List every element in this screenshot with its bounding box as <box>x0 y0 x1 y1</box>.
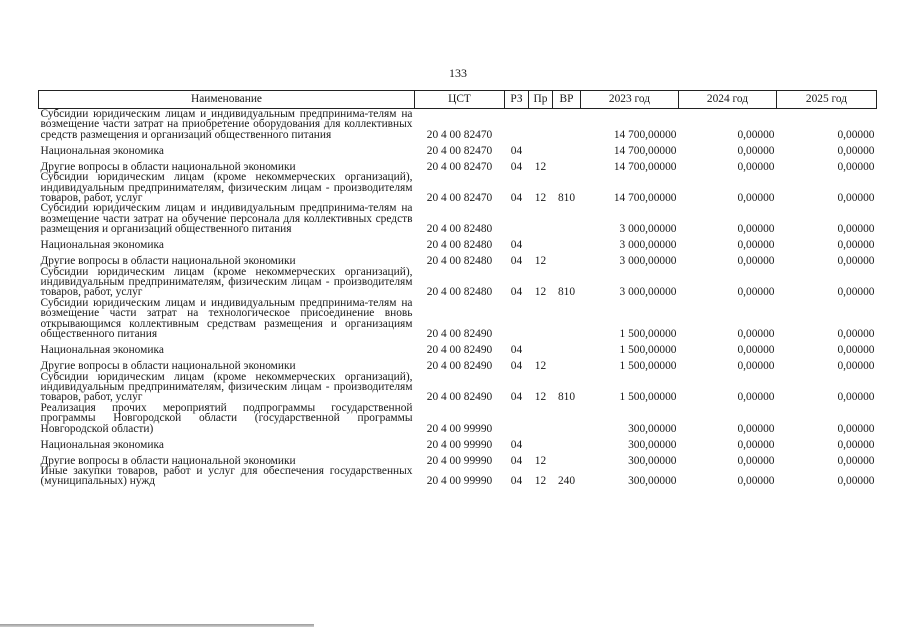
table-row <box>39 140 877 156</box>
cell-y2023: 1 500,00000 <box>619 328 677 341</box>
cell-y2023: 3 000,00000 <box>619 223 677 236</box>
cell-y2023: 14 700,00000 <box>613 160 677 173</box>
cell-y2025: 0,00000 <box>837 454 875 467</box>
header-2024: 2024 год <box>679 91 777 109</box>
header-pr: Пр <box>529 91 553 109</box>
cell-rz: 04 <box>510 144 523 157</box>
cell-y2023: 300,00000 <box>628 454 677 467</box>
cell-y2024: 0,00000 <box>737 255 775 268</box>
cell-rz: 04 <box>510 286 523 299</box>
page-number: 133 <box>449 66 467 80</box>
cell-y2025: 0,00000 <box>837 360 875 373</box>
cell-vr: 810 <box>557 391 576 404</box>
cell-y2025: 0,00000 <box>837 328 875 341</box>
cell-y2024: 0,00000 <box>737 328 775 341</box>
cell-name: Национальная экономика <box>40 438 164 451</box>
header-2023: 2023 год <box>581 91 679 109</box>
cell-vr <box>553 340 581 356</box>
cell-cst: 20 4 00 99990 <box>426 454 493 467</box>
cell-y2025: 0,00000 <box>837 438 875 451</box>
cell-cst: 20 4 00 99990 <box>426 422 493 435</box>
cell-name: Субсидии юридическим лицам и индивидуальным предпринима-телям на возмещение части затрат на приобретение оборудования для коллективных средств размещения и организаций общественного питания <box>40 108 413 141</box>
cell-y2023: 14 700,00000 <box>613 128 677 141</box>
scan-edge-rule <box>0 624 314 627</box>
cell-rz: 04 <box>510 255 523 268</box>
table-row <box>39 450 877 466</box>
cell-pr <box>529 203 553 234</box>
cell-cst: 20 4 00 82470 <box>426 128 493 141</box>
table-row <box>39 109 877 141</box>
cell-y2024: 0,00000 <box>737 454 775 467</box>
cell-rz: 04 <box>510 192 523 205</box>
cell-name: Национальная экономика <box>40 344 164 357</box>
cell-vr <box>553 109 581 141</box>
cell-y2023: 300,00000 <box>628 438 677 451</box>
cell-vr <box>553 251 581 267</box>
cell-rz: 04 <box>510 475 523 488</box>
cell-pr <box>529 340 553 356</box>
table-row <box>39 235 877 251</box>
cell-y2024: 0,00000 <box>737 422 775 435</box>
cell-pr <box>529 434 553 450</box>
header-vr: ВР <box>553 91 581 109</box>
cell-name: Субсидии юридическим лицам (кроме некоммерческих организаций), индивидуальным предпринимателям, физическим лицам - производителям товаров, работ, услуг <box>40 370 413 404</box>
cell-vr <box>553 356 581 372</box>
table-row <box>39 251 877 267</box>
cell-vr <box>553 450 581 466</box>
cell-vr <box>553 203 581 234</box>
cell-pr: 12 <box>534 475 547 488</box>
cell-rz: 04 <box>510 360 523 373</box>
table-row <box>39 434 877 450</box>
cell-y2024: 0,00000 <box>737 223 775 236</box>
cell-rz <box>505 298 529 340</box>
cell-cst: 20 4 00 99990 <box>426 475 493 488</box>
cell-pr: 12 <box>534 255 547 268</box>
table-row <box>39 466 877 487</box>
cell-pr: 12 <box>534 360 547 373</box>
cell-y2025: 0,00000 <box>837 344 875 357</box>
table-row <box>39 356 877 372</box>
cell-pr: 12 <box>534 160 547 173</box>
header-name: Наименование <box>39 91 415 109</box>
cell-name: Субсидии юридическим лицам и индивидуальным предпринима-телям на возмещение части затрат на обучение персонала для коллективных средств размещения и организаций общественного питания <box>40 202 413 236</box>
cell-name: Иные закупки товаров, работ и услуг для обеспечения государственных (муниципальных) нужд <box>40 464 413 488</box>
cell-vr <box>553 434 581 450</box>
cell-y2025: 0,00000 <box>837 239 875 252</box>
cell-pr <box>529 298 553 340</box>
table-row <box>39 267 877 298</box>
cell-y2024: 0,00000 <box>737 239 775 252</box>
cell-y2023: 3 000,00000 <box>619 286 677 299</box>
cell-pr: 12 <box>534 286 547 299</box>
table-row <box>39 340 877 356</box>
cell-pr <box>529 140 553 156</box>
cell-name: Субсидии юридическим лицам (кроме некоммерческих организаций), индивидуальным предпринимателям, физическим лицам - производителям товаров, работ, услуг <box>40 171 413 205</box>
cell-y2024: 0,00000 <box>737 475 775 488</box>
cell-pr: 12 <box>534 454 547 467</box>
header-cst: ЦСТ <box>415 91 505 109</box>
table-row <box>39 156 877 172</box>
cell-rz <box>505 109 529 141</box>
cell-vr <box>553 156 581 172</box>
cell-cst: 20 4 00 82490 <box>426 360 493 373</box>
cell-y2023: 14 700,00000 <box>613 192 677 205</box>
cell-cst: 20 4 00 82480 <box>426 239 493 252</box>
cell-name: Другие вопросы в области национальной экономики <box>40 160 296 173</box>
cell-vr: 810 <box>557 192 576 205</box>
cell-y2023: 300,00000 <box>628 422 677 435</box>
cell-y2025: 0,00000 <box>837 160 875 173</box>
cell-rz: 04 <box>510 438 523 451</box>
table-row <box>39 172 877 203</box>
cell-y2025: 0,00000 <box>837 475 875 488</box>
header-rz: РЗ <box>505 91 529 109</box>
cell-name: Субсидии юридическим лицам (кроме некоммерческих организаций), индивидуальным предпринимателям, физическим лицам - производителям товаров, работ, услуг <box>40 265 413 299</box>
cell-vr <box>553 235 581 251</box>
cell-rz: 04 <box>510 239 523 252</box>
cell-cst: 20 4 00 82470 <box>426 160 493 173</box>
cell-y2024: 0,00000 <box>737 128 775 141</box>
cell-vr <box>553 140 581 156</box>
cell-y2024: 0,00000 <box>737 192 775 205</box>
cell-pr: 12 <box>534 192 547 205</box>
cell-y2025: 0,00000 <box>837 223 875 236</box>
cell-y2025: 0,00000 <box>837 286 875 299</box>
cell-y2025: 0,00000 <box>837 128 875 141</box>
header-2025: 2025 год <box>777 91 877 109</box>
cell-name: Реализация прочих мероприятий подпрограммы государственной программы Новгородской области (государственной программы Новгородской области) <box>40 401 413 435</box>
cell-y2023: 1 500,00000 <box>619 391 677 404</box>
cell-vr: 240 <box>557 475 576 488</box>
cell-vr <box>553 403 581 434</box>
table-body <box>39 109 877 487</box>
table-header <box>39 91 877 109</box>
cell-pr <box>529 109 553 141</box>
cell-y2025: 0,00000 <box>837 144 875 157</box>
budget-table <box>38 90 877 487</box>
table-row <box>39 203 877 234</box>
cell-y2024: 0,00000 <box>737 391 775 404</box>
cell-y2025: 0,00000 <box>837 391 875 404</box>
cell-y2024: 0,00000 <box>737 144 775 157</box>
cell-cst: 20 4 00 82470 <box>426 144 493 157</box>
cell-cst: 20 4 00 82490 <box>426 391 493 404</box>
cell-y2023: 3 000,00000 <box>619 255 677 268</box>
cell-rz <box>505 203 529 234</box>
cell-name: Национальная экономика <box>40 144 164 157</box>
table-row <box>39 298 877 340</box>
cell-y2025: 0,00000 <box>837 422 875 435</box>
cell-rz: 04 <box>510 160 523 173</box>
cell-pr <box>529 403 553 434</box>
cell-y2024: 0,00000 <box>737 438 775 451</box>
cell-cst: 20 4 00 82480 <box>426 286 493 299</box>
cell-rz: 04 <box>510 391 523 404</box>
cell-name: Другие вопросы в области национальной экономики <box>40 454 296 467</box>
cell-y2024: 0,00000 <box>737 360 775 373</box>
cell-y2024: 0,00000 <box>737 344 775 357</box>
cell-pr <box>529 235 553 251</box>
cell-cst: 20 4 00 82490 <box>426 328 493 341</box>
cell-cst: 20 4 00 82480 <box>426 255 493 268</box>
cell-pr: 12 <box>534 391 547 404</box>
cell-y2024: 0,00000 <box>737 160 775 173</box>
cell-y2023: 1 500,00000 <box>619 344 677 357</box>
cell-y2023: 300,00000 <box>628 475 677 488</box>
cell-cst: 20 4 00 99990 <box>426 438 493 451</box>
cell-y2025: 0,00000 <box>837 255 875 268</box>
table-row <box>39 403 877 434</box>
cell-cst: 20 4 00 82490 <box>426 344 493 357</box>
cell-cst: 20 4 00 82480 <box>426 223 493 236</box>
cell-rz <box>505 403 529 434</box>
cell-name: Национальная экономика <box>40 239 164 252</box>
table-row <box>39 372 877 403</box>
cell-rz: 04 <box>510 344 523 357</box>
cell-vr: 810 <box>557 286 576 299</box>
cell-name: Другие вопросы в области национальной экономики <box>40 255 296 268</box>
cell-name: Другие вопросы в области национальной экономики <box>40 360 296 373</box>
cell-y2025: 0,00000 <box>837 192 875 205</box>
cell-y2023: 1 500,00000 <box>619 360 677 373</box>
cell-vr <box>553 298 581 340</box>
cell-y2024: 0,00000 <box>737 286 775 299</box>
cell-cst: 20 4 00 82470 <box>426 192 493 205</box>
cell-y2023: 14 700,00000 <box>613 144 677 157</box>
cell-y2023: 3 000,00000 <box>619 239 677 252</box>
cell-rz: 04 <box>510 454 523 467</box>
cell-name: Субсидии юридическим лицам и индивидуальным предпринима-телям на возмещение части затрат на технологическое присоединение вновь открывающимся коллективным средствам размещения и организациям общественного питания <box>40 296 413 341</box>
